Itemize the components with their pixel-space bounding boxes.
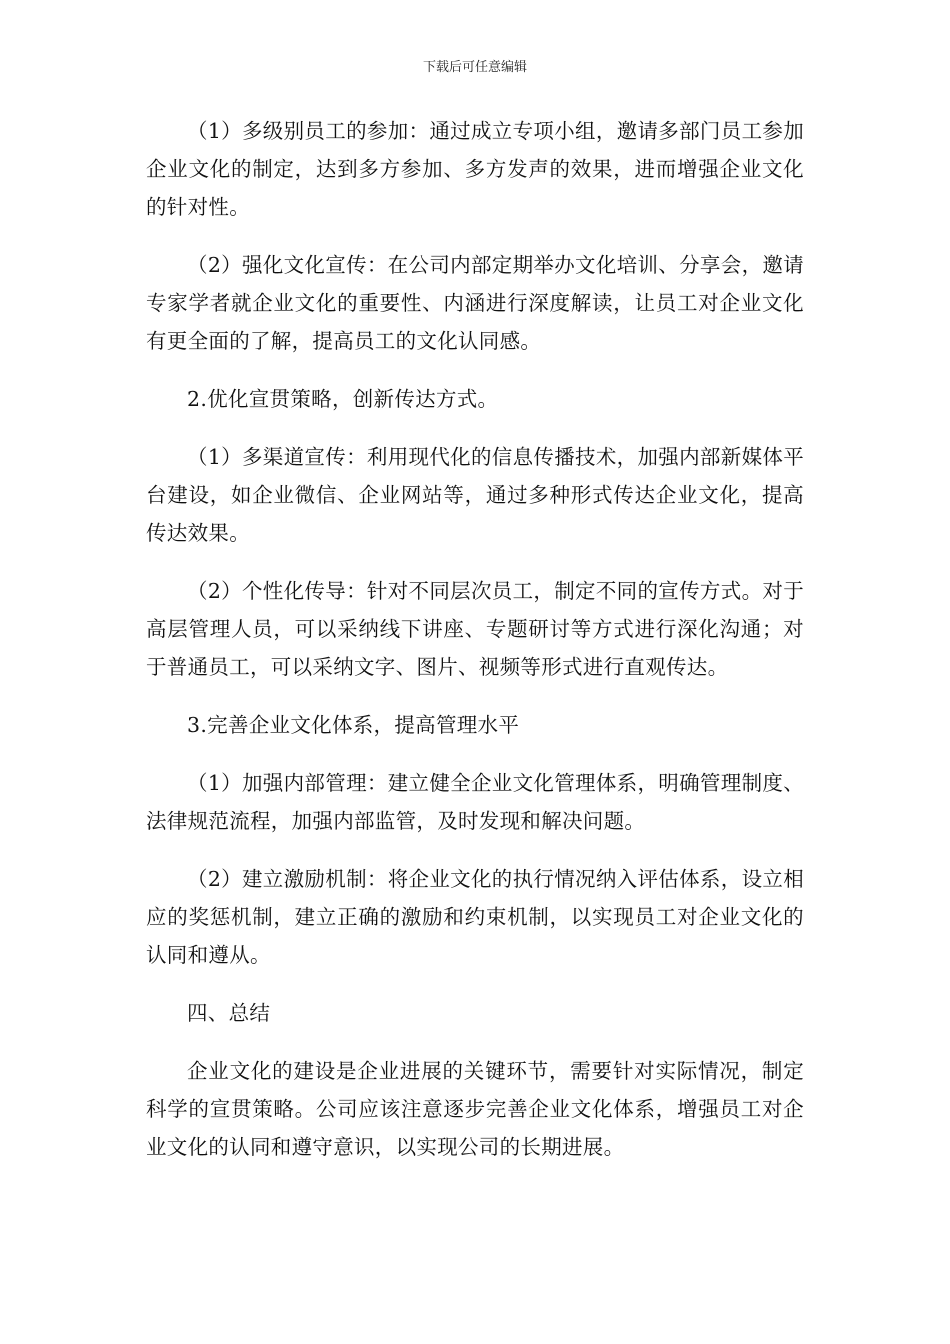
- page-header: 下载后可任意编辑: [422, 60, 527, 75]
- paragraph-personalized-delivery: （2）个性化传导：针对不同层次员工，制定不同的宣传方式。对于高层管理人员，可以采纳线下讲座、专题研讨等方式进行深化沟通；对于普通员工，可以采纳文字、图片、视频等形式进行直观传达。: [146, 579, 804, 679]
- paragraph-multi-level-participation: （1）多级别员工的参加：通过成立专项小组，邀请多部门员工参加企业文化的制定，达到多方参加、多方发声的效果，进而增强企业文化的针对性。: [146, 119, 804, 219]
- paragraph-internal-management: （1）加强内部管理：建立健全企业文化管理体系，明确管理制度、法律规范流程，加强内部监管，及时发现和解决问题。: [146, 771, 804, 833]
- paragraph-incentive-mechanism: （2）建立激励机制：将企业文化的执行情况纳入评估体系，设立相应的奖惩机制，建立正确的激励和约束机制，以实现员工对企业文化的认同和遵从。: [146, 867, 804, 967]
- section-heading-improve-system: 3.完善企业文化体系，提高管理水平: [187, 713, 520, 737]
- document-body: [146, 112, 804, 1186]
- section-heading-summary: 四、总结: [187, 1001, 271, 1025]
- paragraph-summary: 企业文化的建设是企业进展的关键环节，需要针对实际情况，制定科学的宣贯策略。公司应该注意逐步完善企业文化体系，增强员工对企业文化的认同和遵守意识，以实现公司的长期进展。: [146, 1059, 804, 1159]
- paragraph-culture-promotion: （2）强化文化宣传：在公司内部定期举办文化培训、分享会，邀请专家学者就企业文化的重要性、内涵进行深度解读，让员工对企业文化有更全面的了解，提高员工的文化认同感。: [146, 253, 804, 353]
- paragraph-multi-channel: （1）多渠道宣传：利用现代化的信息传播技术，加强内部新媒体平台建设，如企业微信、企业网站等，通过多种形式传达企业文化，提高传达效果。: [146, 445, 804, 545]
- section-heading-optimize-strategy: 2.优化宣贯策略，创新传达方式。: [187, 387, 499, 411]
